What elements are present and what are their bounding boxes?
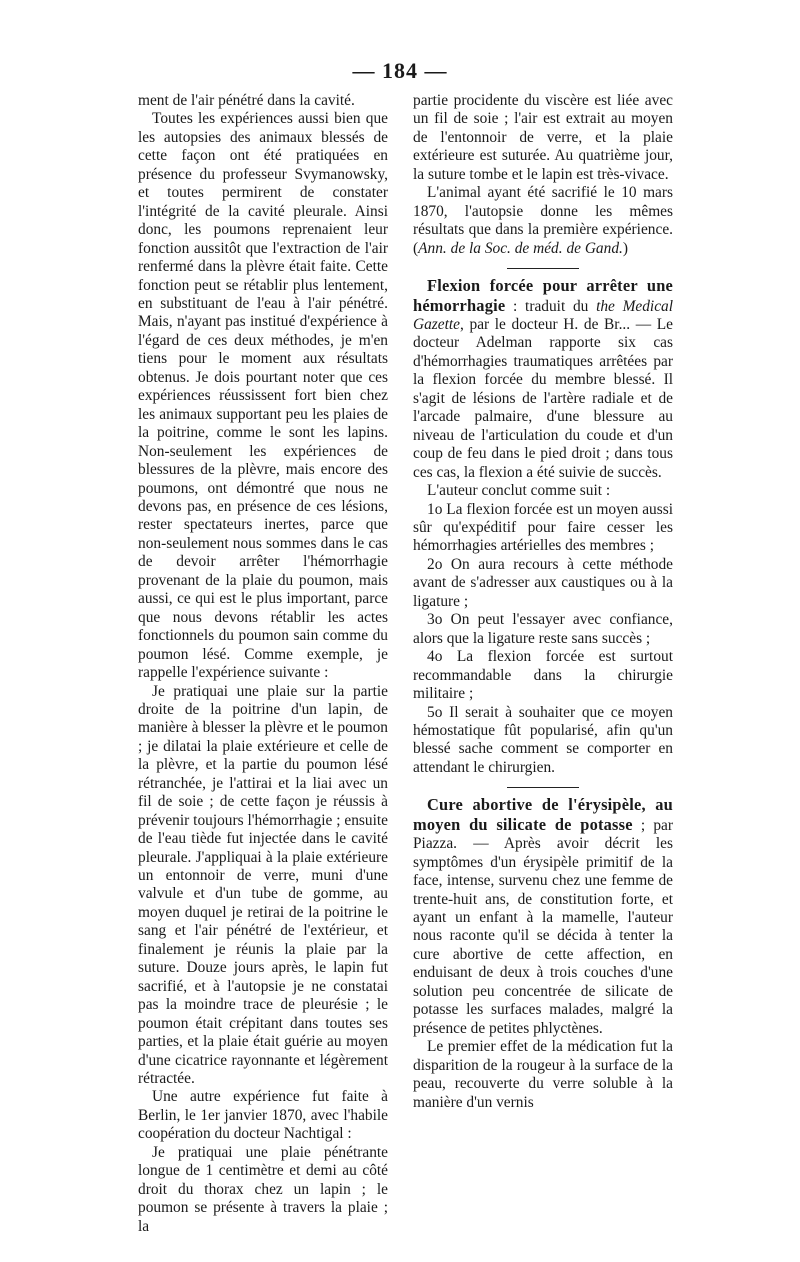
section-erysipele <box>413 796 673 1038</box>
conclusion-item-2: 2o On aura recours à cette méthode avant de s'adresser aux caustiques ou à la ligature ; <box>413 555 673 610</box>
right-paragraph-2-end: ) <box>622 239 629 257</box>
page-number: — 184 — <box>352 58 448 83</box>
section-title-flexion: Flexion forcée pour arrêter une hémorrhagie <box>413 276 673 315</box>
left-paragraph-2: Toutes les expériences aussi bien que les autopsies des animaux blessés de cette façon ont été pratiquées en présence du professeur Svymanowsky, et toutes permirent de constater l'intégrité de la cavité pleurale. Ainsi donc, les poumons reprenaient leur fonction aussitôt que l'extraction de l'air renfermé dans la plèvre était faite. Cette fonction peut se rétablir plus lentement, en substituant de l'eau à l'air pénétré. Mais, n'ayant pas institué d'expérience à l'égard de ces deux méthodes, je m'en tiens pour le moment aux résultats obtenus. Je dois pourtant noter que ces expériences réussissent fort bien chez les animaux supportant peu les plaies de la poitrine, comme le sont les lapins. Non-seulement les expériences de blessures de la plèvre, mais encore des poumons, ont démontré que nous ne devons pas, en présence de ces lésions, rester spectateurs inertes, parce que non-seulement nous sommes dans le cas de devoir arrêter l'hémorrhagie provenant de la plaie du poumon, mais aussi, ce qui est le plus important, parce que nous devons rétablir les actes fonctionnels du poumon sain comme du poumon lésé. Comme exemple, je rappelle l'expérience suivante : <box>138 110 388 682</box>
conclusion-item-3: 3o On peut l'essayer avec confiance, alors que la ligature reste sans succès ; <box>413 611 673 647</box>
citation: Ann. de la Soc. de méd. de Gand. <box>418 239 623 257</box>
right-column <box>413 92 673 1112</box>
conclusion-intro: L'auteur conclut comme suit : <box>427 482 611 500</box>
right-paragraph-1: partie procidente du viscère est liée avec un fil de soie ; l'air est extrait au moyen de l'entonnoir de verre, et la plaie extérieure est suturée. Au quatrième jour, la suture tombe et le lapin est très-vivace. <box>413 92 673 183</box>
section-divider <box>507 268 579 269</box>
section-erysipele-text: ; par Piazza. — Après avoir décrit les symptômes d'un érysipèle primitif de la face, intense, survenu chez une femme de trente-huit ans, de constitution forte, et ayant un enfant à la mamelle, l'auteur nous raconte qu'il se décida à tenter la cure abortive de cette affection, en enduisant de deux à trois couches d'une solution peu concentrée de silicate de potasse les surfaces malades, malgré la présence de petites phlyctènes. <box>413 816 674 1037</box>
right-paragraph-2 <box>413 184 673 258</box>
conclusion-item-4: 4o La flexion forcée est surtout recommandable dans la chirurgie militaire ; <box>413 648 673 703</box>
conclusion-item-1: 1o La flexion forcée est un moyen aussi sûr qu'expéditif pour faire cesser les hémorrhagies artérielles des membres ; <box>413 500 673 555</box>
left-paragraph-3: Je pratiquai une plaie sur la partie droite de la poitrine d'un lapin, de manière à blesser la plèvre et le poumon ; je dilatai la plaie extérieure et celle de la plèvre, et la partie du poumon lésé rétranchée, je l'attirai et la liai avec un fil de soie ; de cette façon je réussis à prévenir toujours l'hémorrhagie ; ensuite de l'eau tiède fut injectée dans le cavité pleurale. J'appliquai à la plaie extérieure un entonnoir de verre, muni d'une valvule et d'un tube de gomme, au moyen duquel je retirai de la poitrine le sang et l'air pénétré de l'extérieur, et finalement je réunis la plaie par la suture. Douze jours après, le lapin fut sacrifié, et à l'autopsie je ne constatai pas la moindre trace de pleurésie ; le poumon était crépitant dans toutes ses parties, et la plaie était guérie au moyen d'une cicatrice rayonnante et légèrement rétractée. <box>138 682 388 1088</box>
left-paragraph-1: ment de l'air pénétré dans la cavité. <box>138 92 355 109</box>
conclusion-item-5: 5o Il serait à souhaiter que ce moyen hémostatique fût popularisé, afin qu'un blessé sache comment se comporter en attendant le chirurgien. <box>413 703 673 776</box>
section-flexion-intro: : traduit du <box>505 297 597 315</box>
section-title-erysipele: Cure abortive de l'érysipèle, au moyen du silicate de potasse <box>413 795 673 834</box>
left-column <box>138 92 388 1236</box>
left-paragraph-4: Une autre expérience fut faite à Berlin, le 1er janvier 1870, avec l'habile coopération du docteur Nachtigal : <box>138 1088 388 1143</box>
section-divider <box>507 787 579 788</box>
section-flexion <box>413 277 673 482</box>
right-paragraph-last: Le premier effet de la médication fut la disparition de la rougeur à la surface de la peau, recouverte du verre soluble à la manière d'un vernis <box>413 1038 673 1111</box>
right-paragraph-2-text: L'animal ayant été sacrifié le 10 mars 1870, l'autopsie donne les mêmes résultats que dans la première expérience. ( <box>413 184 673 257</box>
journal-name: the Medical Gazette <box>413 297 674 333</box>
section-flexion-text: , par le docteur H. de Br... — Le docteur Adelman rapporte six cas d'hémorrhagies traumatiques arrêtées par la flexion forcée du membre blessé. Il s'agit de lésions de l'artère radiale et de l'arcade palmaire, d'une blessure au niveau de l'articulation du coude et d'un coup de feu dans le pied droit ; dans tous ces cas, la flexion a été suivie de succès. <box>413 315 673 481</box>
left-paragraph-5: Je pratiquai une plaie pénétrante longue de 1 centimètre et demi au côté droit du thorax chez un lapin ; le poumon se présente à travers la plaie ; la <box>138 1143 388 1235</box>
